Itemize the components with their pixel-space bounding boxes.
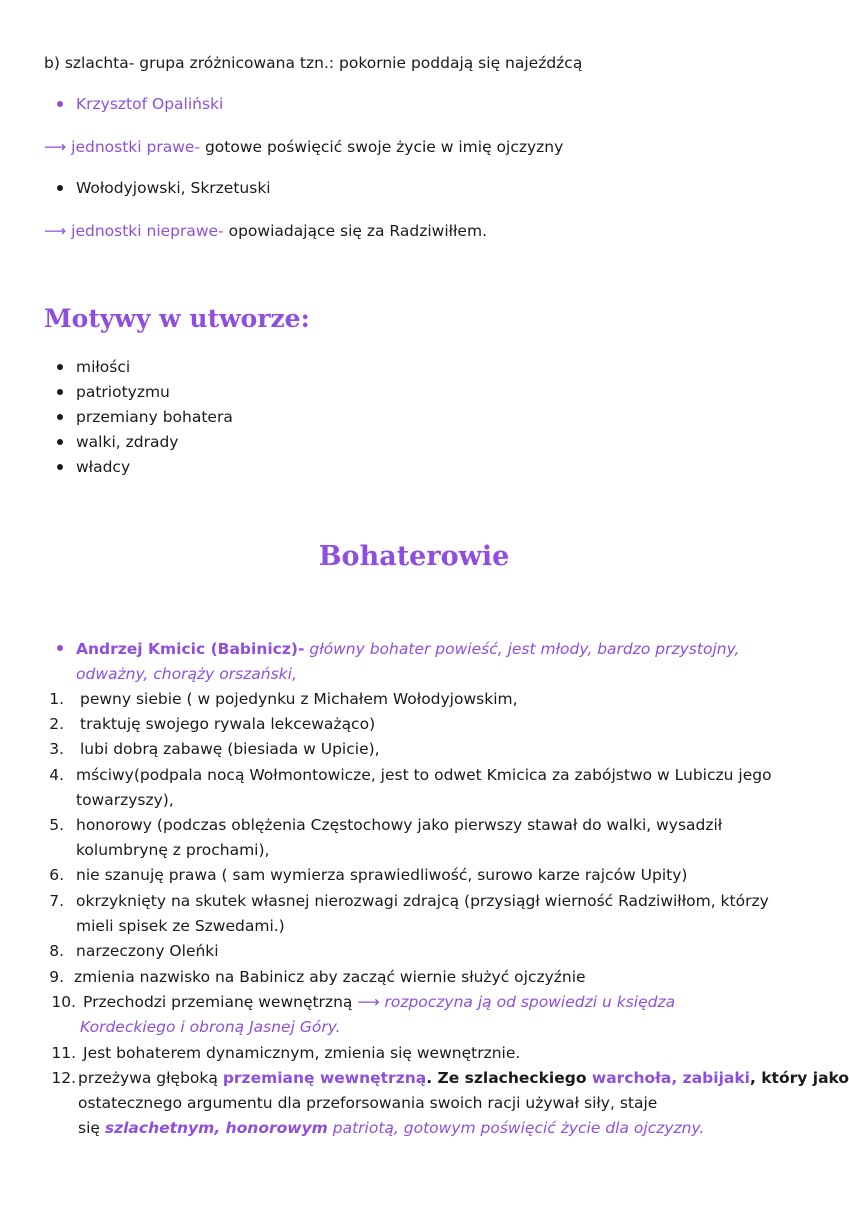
arrow-text-nieprawe: opowiadające się za Radziwiłłem. [223,222,487,240]
kmicic-line1 [76,639,739,659]
item12-line3 [78,1118,704,1138]
item12-g: szlachetnym, honorowym [104,1119,328,1137]
motyw-item: przemiany bohatera [76,408,233,426]
list-item-11: Jest bohaterem dynamicznym, zmienia się wewnętrznie. [83,1044,521,1062]
list-number: 8. [49,942,64,960]
szlachta-line: b) szlachta- grupa zróżnicowana tzn.: pokornie poddają się najeźdźcą [44,54,583,72]
item12-line2: ostatecznego argumentu dla przeforsowania swoich racji używał siły, staje [78,1094,658,1112]
bullet-dot [57,101,63,107]
list-item: okrzyknięty na skutek własnej nierozwagi zdrajcą (przysiągł wierność Radziwiłłom, którzy [76,892,769,910]
kmicic-name: Andrzej Kmicic (Babinicz)- [76,640,305,658]
item12-a: przeżywa głęboką [78,1069,223,1087]
list-item: pewny siebie ( w pojedynku z Michałem Wołodyjowskim, [80,690,518,708]
list-item: nie szanuję prawa ( sam wymierza sprawiedliwość, surowo karze rajców Upity) [76,866,688,884]
list-item-cont: mieli spisek ze Szwedami.) [76,917,285,935]
list-item: traktuję swojego rywala lekceważąco) [80,715,376,733]
motyw-item: patriotyzmu [76,383,170,401]
list-number: 12. [51,1069,76,1087]
item12-c: . Ze szlacheckiego [426,1069,592,1087]
bullet-dot [57,464,63,470]
item12-d: warchoła, zabijaki [591,1069,750,1087]
list-number: 4. [49,766,64,784]
bohaterowie-heading: Bohaterowie [318,541,510,572]
item12-e: , który jako [749,1069,849,1087]
list-number: 10. [51,993,76,1011]
bullet-opalinski: Krzysztof Opaliński [76,95,224,113]
list-item-cont: kolumbrynę z prochami), [76,841,270,859]
motywy-heading: Motywy w utworze: [44,304,310,333]
list-number: 9. [49,968,64,986]
motyw-item: miłości [76,358,131,376]
bullet-dot [57,645,63,651]
list-number: 5. [49,816,64,834]
bullet-wolodyjowski: Wołodyjowski, Skrzetuski [76,179,271,197]
list-number: 3. [49,740,64,758]
list-item-10 [83,992,675,1012]
list-item: lubi dobrą zabawę (biesiada w Upicie), [80,740,380,758]
motyw-item: walki, zdrady [76,433,179,451]
list-number: 7. [49,892,64,910]
list-item: zmienia nazwisko na Babinicz aby zacząć wiernie służyć ojczyźnie [74,968,586,986]
arrow-text-prawe: gotowe poświęcić swoje życie w imię ojczyzny [200,138,564,156]
list-item: honorowy (podczas oblężenia Częstochowy jako pierwszy stawał do walki, wysadził [76,816,723,834]
bullet-dot [57,389,63,395]
item10-cont: Kordeckiego i obroną Jasnej Góry. [80,1018,341,1036]
arrow-label-nieprawe: ⟶ jednostki nieprawe- [44,222,224,240]
item12-f: się [78,1119,105,1137]
list-number: 6. [49,866,64,884]
list-number: 1. [49,690,64,708]
kmicic-desc-cont: odważny, chorąży orszański, [76,665,297,683]
list-number: 11. [51,1044,76,1062]
arrow-line-nieprawe [44,221,487,241]
kmicic-desc: główny bohater powieść, jest młody, bardzo przystojny, [304,640,740,658]
list-item-cont: towarzyszy), [76,791,174,809]
bullet-dot [57,364,63,370]
item12-h: patriotą, gotowym poświęcić życie dla ojczyzny. [327,1119,705,1137]
list-item: narzeczony Oleńki [76,942,219,960]
item10-purple: ⟶ rozpoczyna ją od spowiedzi u księdza [352,993,676,1011]
list-item-12 [78,1068,849,1088]
item12-b: przemianę wewnętrzną [222,1069,427,1087]
list-number: 2. [49,715,64,733]
list-item: mściwy(podpala nocą Wołmontowicze, jest to odwet Kmicica za zabójstwo w Lubiczu jego [76,766,772,784]
item10-text: Przechodzi przemianę wewnętrzną [83,993,353,1011]
bullet-dot [57,185,63,191]
motyw-item: władcy [76,458,131,476]
arrow-line-prawe [44,137,563,157]
bullet-dot [57,439,63,445]
arrow-label-prawe: ⟶ jednostki prawe- [44,138,201,156]
bullet-dot [57,414,63,420]
